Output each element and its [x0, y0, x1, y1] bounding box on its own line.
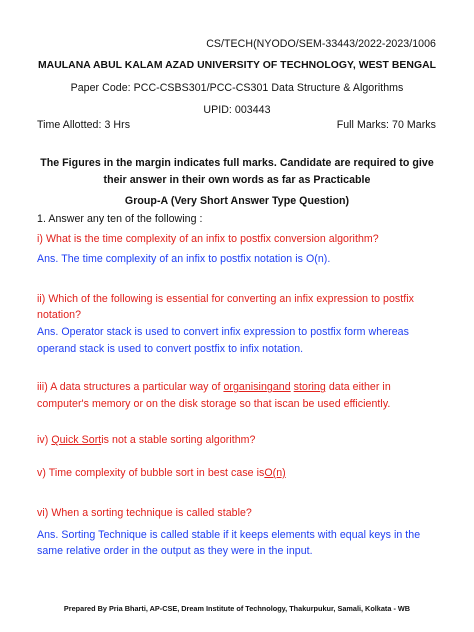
- answer-1: Ans. The time complexity of an infix to postfix notation is O(n).: [37, 253, 331, 265]
- answer-6-line-1: Ans. Sorting Technique is called stable if it keeps elements with equal keys in the: [37, 529, 421, 541]
- question-6: vi) When a sorting technique is called stable?: [37, 507, 252, 519]
- answer-2-line-2: operand stack is used to convert postfix to infix notation.: [37, 343, 304, 355]
- time-allotted: Time Allotted: 3 Hrs: [37, 119, 131, 131]
- full-marks: Full Marks: 70 Marks: [336, 119, 436, 131]
- instruction-line-1: The Figures in the margin indicates full marks. Candidate are required to give: [40, 157, 434, 169]
- paper-serial-code: CS/TECH(NYODO/SEM-33443/2022-2023/1006: [206, 38, 436, 50]
- question-4-text-a: iv): [37, 434, 52, 446]
- question-5-text: v) Time complexity of bubble sort in best case is: [37, 467, 265, 479]
- answer-instruction: 1. Answer any ten of the following :: [37, 213, 203, 225]
- question-5: [37, 467, 286, 479]
- university-name: MAULANA ABUL KALAM AZAD UNIVERSITY OF TECHNOLOGY, WEST BENGAL: [37, 60, 437, 71]
- paper-code: Paper Code: PCC-CSBS301/PCC-CS301 Data Structure & Algorithms: [70, 82, 404, 94]
- question-1: i) What is the time complexity of an infix to postfix conversion algorithm?: [37, 233, 379, 245]
- page-footer: Prepared By Pria Bharti, AP-CSE, Dream Institute of Technology, Thakurpukur, Samali, Kolkata - WB: [63, 604, 411, 613]
- question-3-blank-2: storing: [293, 381, 326, 393]
- question-5-blank: O(n): [264, 467, 286, 479]
- answer-6-line-2: same relative order in the output as they were in the input.: [37, 545, 313, 557]
- question-3-text-a: iii) A data structures a particular way of: [37, 381, 224, 393]
- group-title: Group-A (Very Short Answer Type Question): [124, 195, 350, 207]
- question-3-text-c: data either in: [325, 381, 391, 393]
- question-2-line-2: notation?: [37, 309, 82, 321]
- question-3-line-2: computer's memory or on the disk storage so that iscan be used efficiently.: [37, 398, 391, 410]
- instruction-line-2: their answer in their own words as far as Practicable: [103, 174, 371, 186]
- question-3-blank-1: organisingand: [223, 381, 291, 393]
- question-2-line-1: ii) Which of the following is essential for converting an infix expression to postfix: [37, 293, 414, 305]
- question-4-text-b: is not a stable sorting algorithm?: [101, 434, 256, 446]
- question-3-line-1: [37, 381, 391, 393]
- answer-2-line-1: Ans. Operator stack is used to convert infix expression to postfix form whereas: [37, 326, 409, 338]
- upid: UPID: 003443: [203, 104, 271, 116]
- question-4-blank: Quick Sort: [51, 434, 102, 446]
- question-4: [37, 434, 256, 446]
